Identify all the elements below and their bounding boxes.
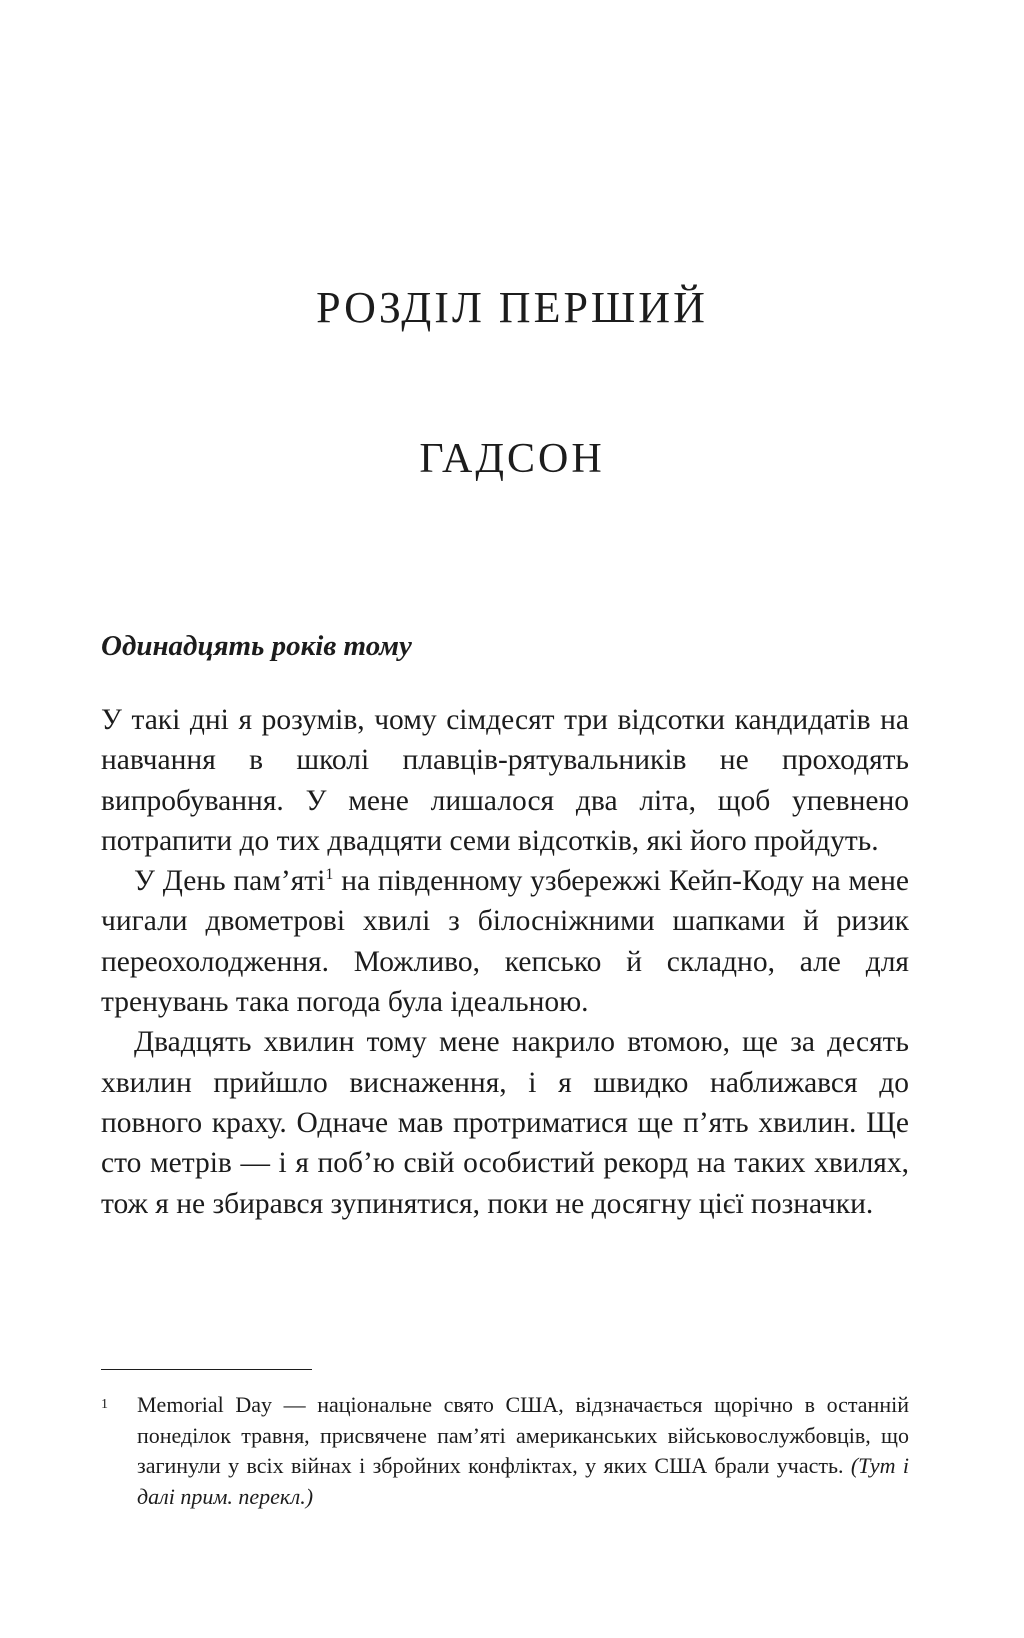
paragraph-2-lead: У День пам’яті [134, 865, 326, 898]
paragraph-2 [101, 861, 909, 1022]
paragraph-1: У такі дні я розумів, чому сімдесят три відсотки кандидатів на навчання в школі плавців-рятувальників не проходять випробування. У мене лишалося два літа, щоб упевнено потрапити до тих двадцяти семи відсотків, які його пройдуть. [101, 704, 909, 857]
translator-note: (Тут і далі прим. перекл.) [137, 1453, 909, 1509]
chapter-label: РОЗДІЛ ПЕРШИЙ [316, 283, 708, 332]
chapter-title: ГАДСОН [419, 436, 605, 482]
footnote-text: Memorial Day — національне свято США, відзначається щорічно в останній понеділок травня, присвячене пам’яті американських військовослужбовців, що загинули у всіх війнах і збройних конфліктах, у яких США брали участь. [137, 1392, 909, 1478]
paragraph-3: Двадцять хвилин тому мене накрило втомою, ще за десять хвилин прийшло виснаження, і я швидко наближався до повного краху. Одначе мав протриматися ще п’ять хвилин. Ще сто метрів — і я поб’ю свій особистий рекорд на таких хвилях, тож я не збирався зупинятися, поки не досягну цієї позначки. [101, 1026, 909, 1220]
section-subheading: Одинадцять років тому [101, 630, 412, 662]
footnote-number: 1 [101, 1397, 108, 1412]
footnote-body [137, 1390, 909, 1512]
body-text [101, 700, 909, 1224]
footnote-divider [101, 1369, 312, 1370]
paragraph-2-text: на південному узбережжі Кейп-Коду на мене чигали двометрові хвилі з білосніжними шапками й ризик переохолодження. Можливо, кепсько й складно, але для тренувань така погода була ідеальною. [101, 865, 909, 1019]
footnote-reference: 1 [325, 866, 334, 884]
footnote [101, 1390, 909, 1512]
